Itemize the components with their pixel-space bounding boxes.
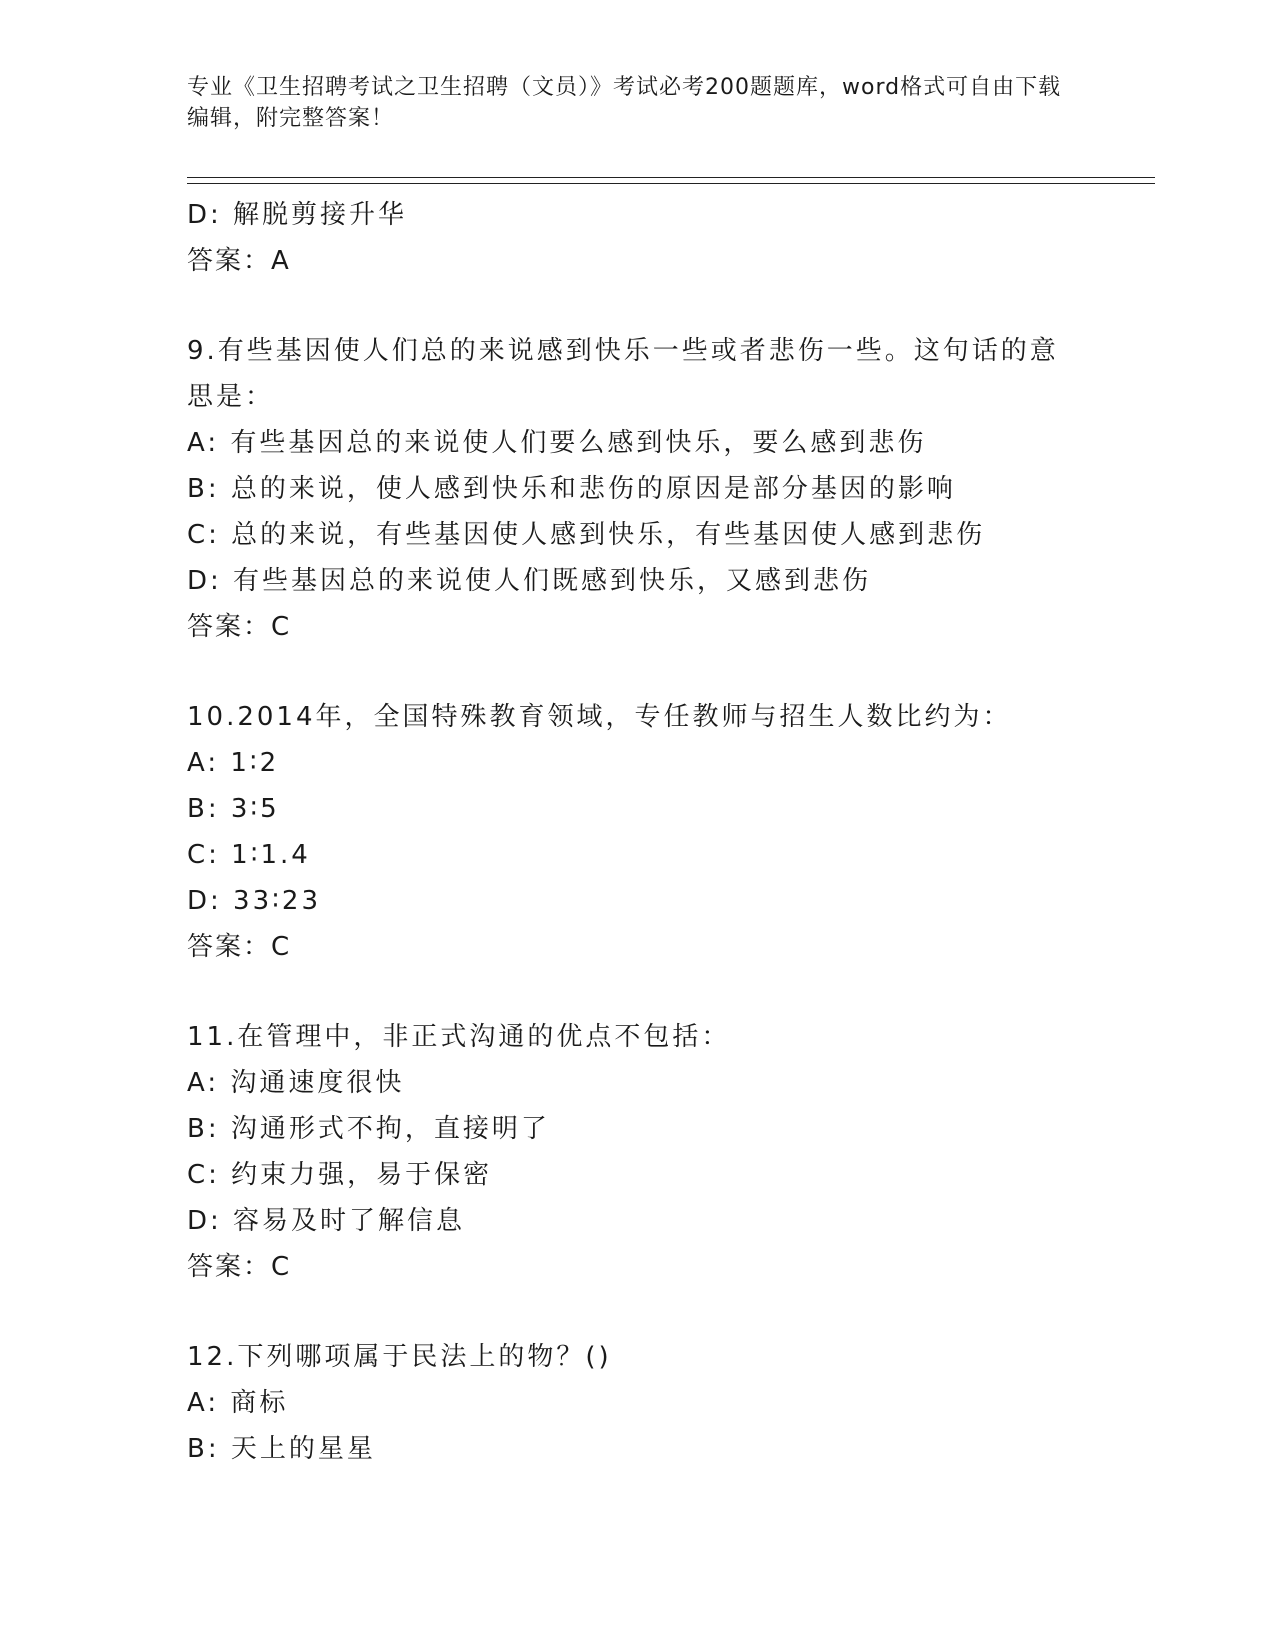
- question-title: 11.在管理中，非正式沟通的优点不包括：: [187, 1022, 731, 1052]
- answer-line: 答案：C: [187, 612, 292, 642]
- document-header: 专业《卫生招聘考试之卫生招聘（文员）》考试必考200题题库，word格式可自由下载编辑，附完整答案！: [187, 75, 1062, 131]
- question-block: [187, 1014, 1087, 1290]
- header-rule-top: [187, 177, 1155, 178]
- option-a: A: 1∶2: [187, 748, 280, 778]
- document-content: [187, 192, 1087, 1472]
- option-a: A: 沟通速度很快: [187, 1068, 405, 1098]
- option-d: D: 有些基因总的来说使人们既感到快乐，又感到悲伤: [187, 566, 872, 596]
- option-c: C: 1∶1.4: [187, 840, 311, 870]
- answer-line: 答案：C: [187, 932, 292, 962]
- question-block: [187, 694, 1087, 970]
- option-d: D: 解脱剪接升华: [187, 200, 408, 230]
- option-c: C: 约束力强，易于保密: [187, 1160, 493, 1190]
- option-b: B: 沟通形式不拘，直接明了: [187, 1114, 550, 1144]
- option-c: C: 总的来说，有些基因使人感到快乐，有些基因使人感到悲伤: [187, 520, 986, 550]
- option-a: A: 商标: [187, 1388, 289, 1418]
- option-b: B: 天上的星星: [187, 1434, 376, 1464]
- question-title: 10.2014年，全国特殊教育领域，专任教师与招生人数比约为：: [187, 702, 1012, 732]
- question-block: [187, 1334, 1087, 1472]
- option-b: B: 3∶5: [187, 794, 280, 824]
- question-title: 9.有些基因使人们总的来说感到快乐一些或者悲伤一些。这句话的意思是：: [187, 336, 1059, 412]
- option-a: A: 有些基因总的来说使人们要么感到快乐，要么感到悲伤: [187, 428, 927, 458]
- question-block: [187, 328, 1087, 650]
- answer-line: 答案：C: [187, 1252, 292, 1282]
- header-rule-bottom: [187, 183, 1155, 184]
- answer-line: 答案：A: [187, 246, 291, 276]
- option-d: D: 容易及时了解信息: [187, 1206, 466, 1236]
- option-b: B: 总的来说，使人感到快乐和悲伤的原因是部分基因的影响: [187, 474, 956, 504]
- option-d: D: 33∶23: [187, 886, 321, 916]
- question-title: 12.下列哪项属于民法上的物？(): [187, 1342, 612, 1372]
